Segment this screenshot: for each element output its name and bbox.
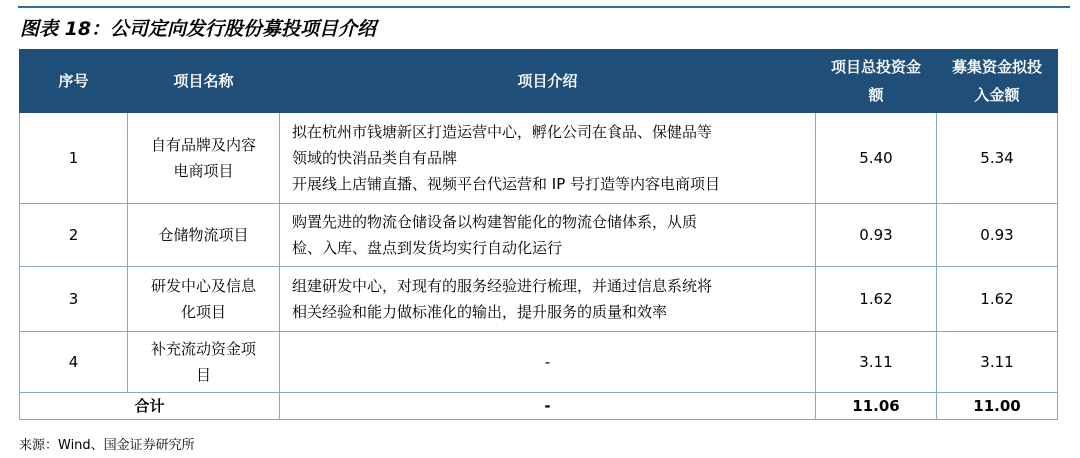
- row-name-line1: 补充流动资金项: [150, 340, 256, 358]
- row-name: [128, 204, 280, 267]
- row-name: [128, 113, 280, 204]
- table-row: [20, 204, 1058, 267]
- row-raised: 5.34: [937, 113, 1058, 204]
- table-row: [20, 332, 1058, 393]
- row-name-line1: 自有品牌及内容: [150, 136, 256, 154]
- table-row: [20, 267, 1058, 332]
- header-intro: 项目介绍: [280, 50, 816, 113]
- row-name: [128, 332, 280, 393]
- source-note: 来源：Wind、国金证券研究所: [19, 438, 195, 453]
- total-label: 合计: [20, 393, 280, 420]
- row-intro-line1: 拟在杭州市钱塘新区打造运营中心，孵化公司在食品、保健品等: [292, 123, 713, 141]
- row-index: 4: [20, 332, 128, 393]
- row-intro-line1: 组建研发中心，对现有的服务经验进行梳理，并通过信息系统将: [292, 277, 713, 295]
- row-total: 3.11: [816, 332, 937, 393]
- row-index: 1: [20, 113, 128, 204]
- header-name: 项目名称: [128, 50, 280, 113]
- row-name-line2: 电商项目: [173, 162, 234, 180]
- row-raised: 3.11: [937, 332, 1058, 393]
- row-raised: 1.62: [937, 267, 1058, 332]
- header-total-line1: 项目总投资金: [830, 58, 921, 76]
- row-intro: [280, 113, 816, 204]
- top-rule: [18, 6, 1070, 8]
- investment-project-table: [19, 49, 1058, 420]
- row-intro: [280, 267, 816, 332]
- header-raised-line1: 募集资金拟投: [951, 58, 1042, 76]
- row-name-line1: 研发中心及信息: [150, 277, 256, 295]
- header-raised-line2: 入金额: [974, 86, 1020, 104]
- row-intro-line2: 检、入库、盘点到发货均实行自动化运行: [292, 239, 563, 257]
- row-index: 2: [20, 204, 128, 267]
- header-raised: [937, 50, 1058, 113]
- total-intro: -: [280, 393, 816, 420]
- row-total: 0.93: [816, 204, 937, 267]
- header-total: [816, 50, 937, 113]
- row-name-line2: 化项目: [180, 303, 226, 321]
- row-name-line1: 仓储物流项目: [158, 226, 249, 244]
- row-total: 1.62: [816, 267, 937, 332]
- row-intro-line1: 购置先进的物流仓储设备以构建智能化的物流仓储体系，从质: [292, 213, 698, 231]
- row-name-line2: 目: [195, 366, 211, 384]
- row-total: 5.40: [816, 113, 937, 204]
- row-intro: -: [280, 332, 816, 393]
- row-intro-line3: 开展线上店铺直播、视频平台代运营和 IP 号打造等内容电商项目: [292, 175, 721, 193]
- table-container: [19, 49, 1057, 420]
- total-row: [20, 393, 1058, 420]
- total-raised: 11.00: [937, 393, 1058, 420]
- row-raised: 0.93: [937, 204, 1058, 267]
- header-row: [20, 50, 1058, 113]
- row-intro-line2: 领域的快消品类自有品牌: [292, 149, 458, 167]
- row-intro-line2: 相关经验和能力做标准化的输出，提升服务的质量和效率: [292, 303, 668, 321]
- total-total: 11.06: [816, 393, 937, 420]
- row-index: 3: [20, 267, 128, 332]
- figure-title: 图表 18：公司定向发行股份募投项目介绍: [20, 18, 377, 40]
- row-intro: [280, 204, 816, 267]
- header-total-line2: 额: [868, 86, 884, 104]
- row-name: [128, 267, 280, 332]
- header-index: 序号: [20, 50, 128, 113]
- table-row: [20, 113, 1058, 204]
